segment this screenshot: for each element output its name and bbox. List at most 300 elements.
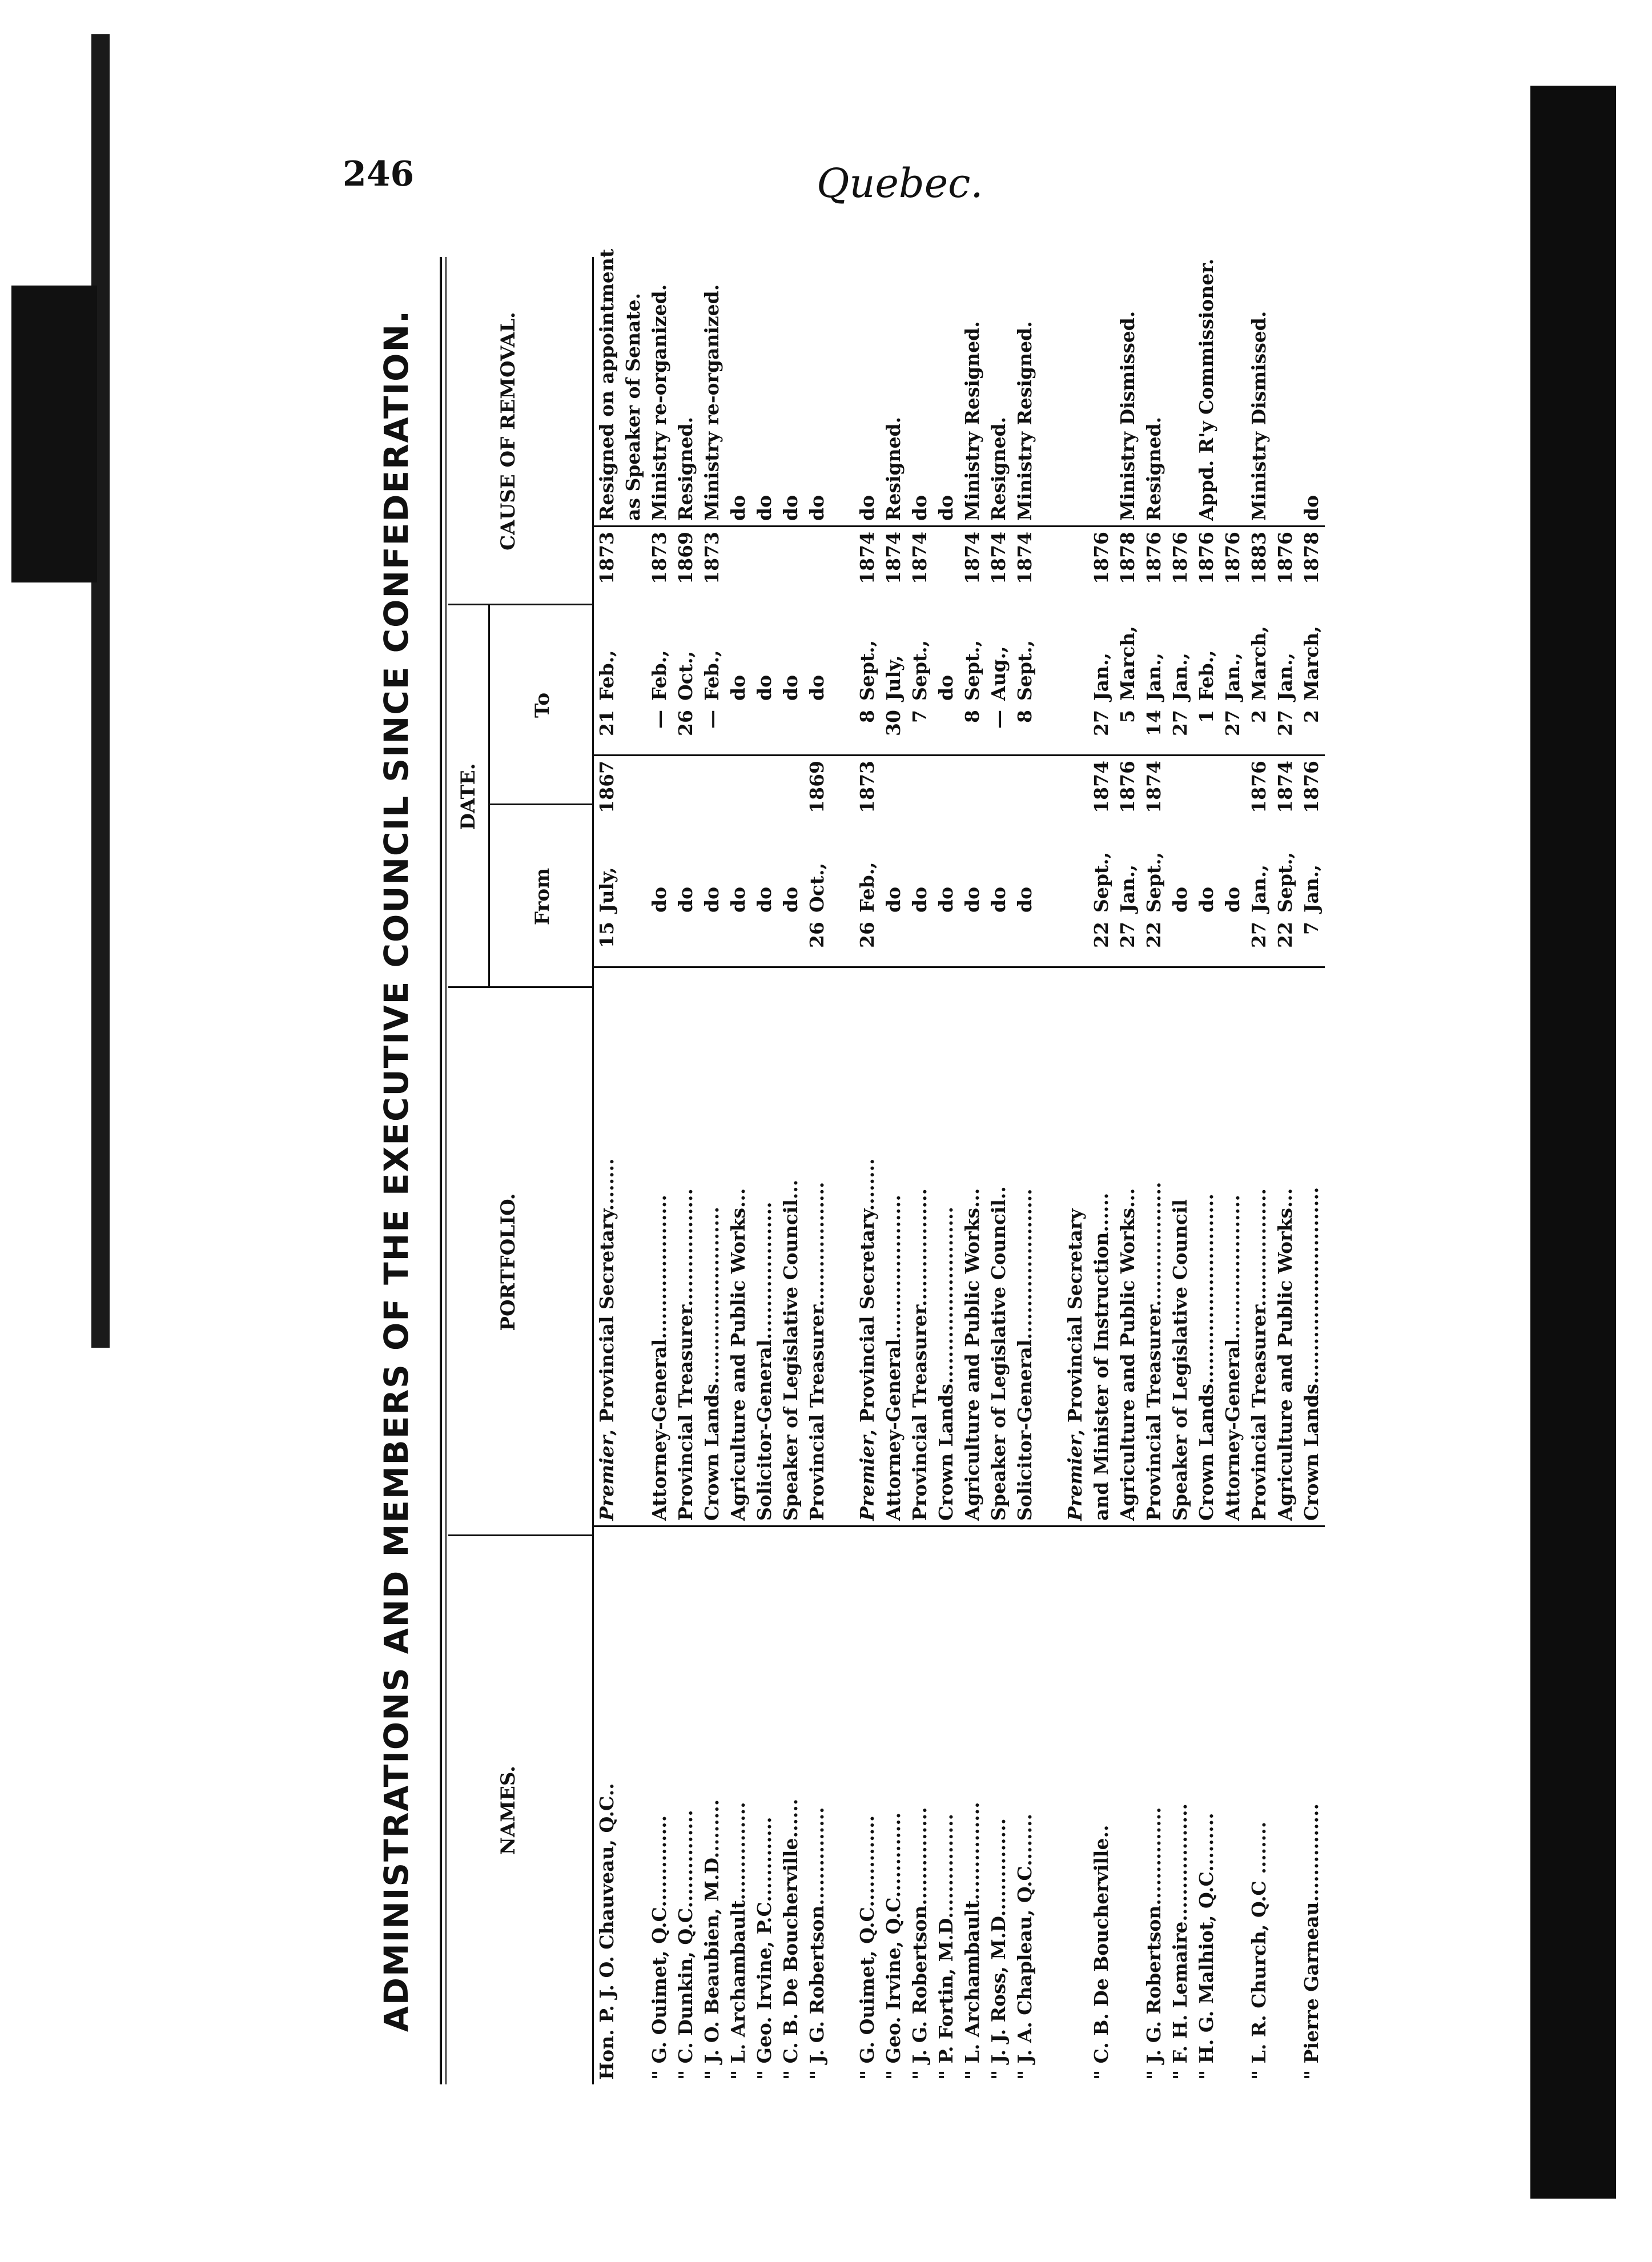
member-name (1272, 1526, 1299, 2085)
from-year: 1876 (1248, 761, 1270, 813)
to-year: 1876 (1141, 527, 1167, 600)
running-title: Quebec. (817, 160, 983, 207)
from-month: do (1169, 886, 1191, 913)
member-name: " J. O. Beaubien, M.D......... (701, 1799, 723, 2080)
cause-of-removal: do (806, 495, 828, 521)
cause-of-removal (1167, 168, 1193, 527)
portfolio-cell: Attorney-General...................... (1220, 967, 1246, 1526)
cause-of-removal (1220, 168, 1246, 527)
table-row (1088, 168, 1115, 2084)
to-year: 1874 (959, 527, 986, 600)
portfolio-cell: Provincial Treasurer................... (1141, 967, 1167, 1526)
cause-of-removal: do (779, 495, 802, 521)
portfolio-cell: Agriculture and Public Works... (1115, 967, 1141, 1526)
from-day (778, 917, 804, 967)
portfolio-cell: Premier, Provincial Secretary (1062, 967, 1088, 1526)
table-row (1220, 168, 1246, 2084)
from-year (907, 756, 933, 823)
member-name: " P. Fortin, M.D................ (935, 1813, 957, 2080)
portfolio-cell: Attorney-General...................... (646, 967, 673, 1526)
from-day (881, 917, 907, 967)
to-day: 27 (1088, 705, 1115, 756)
cause-of-removal: do (727, 495, 749, 521)
table-title: ADMINISTRATIONS AND MEMBERS OF THE EXECUTIVE COUNCIL SINCE CONFEDERATION. (377, 309, 416, 2032)
to-year: 1874 (1012, 527, 1038, 600)
from-month: do (935, 886, 957, 913)
from-year (699, 756, 725, 823)
table-row (986, 168, 1012, 2084)
cause-of-removal: Resigned. (1143, 416, 1165, 521)
to-month: March, (1248, 626, 1270, 701)
from-year (1220, 756, 1246, 823)
to-day: 27 (1167, 705, 1193, 756)
from-month: do (1014, 886, 1036, 913)
from-year (1167, 756, 1193, 823)
from-day (933, 917, 959, 967)
table-row (725, 168, 751, 2084)
portfolio-cell: Speaker of Legislative Council... (778, 967, 804, 1526)
to-year (804, 527, 830, 600)
cause-of-removal: Ministry Resigned. (961, 321, 983, 521)
from-year (959, 756, 986, 823)
to-year: 1873 (646, 527, 673, 600)
premier-label: Premier (596, 1435, 618, 1521)
to-day: — (646, 705, 673, 756)
table-row (959, 168, 986, 2084)
from-year (778, 756, 804, 823)
cause-of-removal: Resigned on appointment (596, 248, 618, 521)
to-month: do (779, 674, 802, 701)
to-month: do (727, 674, 749, 701)
from-day: 22 (1141, 917, 1167, 967)
from-day (1167, 917, 1193, 967)
to-year: 1874 (907, 527, 933, 600)
to-day (1062, 705, 1088, 756)
table-row (1246, 168, 1272, 2084)
from-month: do (674, 886, 697, 913)
to-year: 1874 (881, 527, 907, 600)
to-year: 1876 (1088, 527, 1115, 600)
portfolio-cell: Speaker of Legislative Council (1167, 967, 1193, 1526)
from-year (986, 756, 1012, 823)
member-name: " J. G. Robertson............... (806, 1807, 828, 2080)
member-name (830, 1526, 854, 2085)
member-name: " L. R. Church, Q.C ........ (1248, 1821, 1270, 2080)
to-year (830, 527, 854, 600)
table-row (1141, 168, 1167, 2084)
to-day: 27 (1220, 705, 1246, 756)
to-month: Sept., (961, 640, 983, 701)
table-row (881, 168, 907, 2084)
to-year: 1876 (1167, 527, 1193, 600)
to-day (751, 705, 778, 756)
from-day (751, 917, 778, 967)
to-day: 27 (1272, 705, 1299, 756)
to-day (933, 705, 959, 756)
to-month: Sept., (856, 640, 878, 701)
to-year: 1876 (1220, 527, 1246, 600)
header-cause: CAUSE OF REMOVAL. (497, 312, 520, 551)
cause-of-removal: Resigned. (987, 416, 1010, 521)
cause-of-removal (1062, 168, 1088, 527)
cause-of-removal (1272, 168, 1299, 527)
date-underline (488, 605, 490, 988)
to-year (751, 527, 778, 600)
to-year: 1873 (699, 527, 725, 600)
cause-of-removal: Ministry Dismissed. (1248, 311, 1270, 521)
to-day: 8 (1012, 705, 1038, 756)
from-month: do (987, 886, 1010, 913)
to-day: 8 (854, 705, 881, 756)
to-day (620, 705, 646, 756)
member-name: " L. Archambault............... (961, 1802, 983, 2080)
table-row (1299, 168, 1325, 2084)
to-month: Feb., (701, 650, 723, 701)
from-year: 1873 (856, 761, 878, 813)
from-day (673, 917, 699, 967)
from-day: 22 (1088, 917, 1115, 967)
portfolio-cell: Premier, Provincial Secretary........ (854, 967, 881, 1526)
to-month: do (935, 674, 957, 701)
to-day: 14 (1141, 705, 1167, 756)
cause-of-removal (1088, 168, 1115, 527)
from-year: 1874 (1274, 761, 1296, 813)
member-name: " Geo. Irvine, P.C............. (753, 1817, 775, 2080)
table-row (778, 168, 804, 2084)
to-month: Jan., (1090, 653, 1112, 701)
to-month: July, (882, 655, 905, 701)
member-name: " G. Ouimet, Q.C.............. (856, 1815, 878, 2080)
from-month: do (961, 886, 983, 913)
to-year: 1874 (854, 527, 881, 600)
from-month: do (648, 886, 670, 913)
table-row (907, 168, 933, 2084)
from-year (620, 756, 646, 823)
to-month: Sept., (909, 640, 931, 701)
to-day: — (699, 705, 725, 756)
member-name: " J. A. Chapleau, Q.C........ (1014, 1813, 1036, 2080)
to-day (778, 705, 804, 756)
portfolio-cell: Crown Lands.............................. (1299, 967, 1325, 1526)
to-month: Sept., (1014, 640, 1036, 701)
member-name: " C. Dunkin, Q.C............... (674, 1810, 697, 2080)
portfolio-cell: Agriculture and Public Works... (959, 967, 986, 1526)
portfolio-cell: Speaker of Legislative Council.. (986, 967, 1012, 1526)
to-day (1038, 705, 1062, 756)
to-day: 30 (881, 705, 907, 756)
member-name (1115, 1526, 1141, 2085)
cause-of-removal: do (753, 495, 775, 521)
from-year (830, 756, 854, 823)
to-day: 5 (1115, 705, 1141, 756)
to-day: 2 (1246, 705, 1272, 756)
portfolio-cell: Solicitor-General..................... (751, 967, 778, 1526)
member-name: " C. B. De Boucherville.. (1090, 1825, 1112, 2080)
from-day (959, 917, 986, 967)
member-name: " L. Archambault............... (727, 1802, 749, 2080)
from-month: do (909, 886, 931, 913)
cause-of-removal (1038, 168, 1062, 527)
from-month: do (753, 886, 775, 913)
member-name (620, 1526, 646, 2085)
from-day (1012, 917, 1038, 967)
portfolio-cell: and Minister of Instruction...... (1088, 967, 1115, 1526)
cause-of-removal (830, 168, 854, 527)
table-row (1062, 168, 1088, 2084)
table-row (594, 168, 620, 2084)
to-year (1062, 527, 1088, 600)
member-name: " G. Ouimet, Q.C.............. (648, 1815, 670, 2080)
from-year: 1876 (1116, 761, 1139, 813)
portfolio-cell: Provincial Treasurer.................. (673, 967, 699, 1526)
from-day (1220, 917, 1246, 967)
from-day (620, 917, 646, 967)
to-day: 8 (959, 705, 986, 756)
member-name (1220, 1526, 1246, 2085)
cause-of-removal: Ministry Resigned. (1014, 321, 1036, 521)
member-name: " J. J. Ross, M.D............... (987, 1818, 1010, 2080)
cause-of-removal: do (935, 495, 957, 521)
portfolio-cell: Attorney-General...................... (881, 967, 907, 1526)
table-row (1012, 168, 1038, 2084)
from-year: 1869 (806, 761, 828, 813)
portfolio-cell (830, 967, 854, 1526)
portfolio-cell: Crown Lands........................... (933, 967, 959, 1526)
to-day: 21 (594, 705, 620, 756)
from-month: Feb., (856, 862, 878, 913)
to-year: 1878 (1299, 527, 1325, 600)
to-year: 1876 (1272, 527, 1299, 600)
portfolio-cell: Solicitor-General....................... (1012, 967, 1038, 1526)
from-month: Jan., (1116, 865, 1139, 913)
to-month (620, 599, 646, 705)
table-row (751, 168, 778, 2084)
from-month (830, 822, 854, 917)
to-month (1062, 599, 1088, 705)
to-day: 26 (673, 705, 699, 756)
from-year: 1874 (1090, 761, 1112, 813)
header-divider-1 (448, 1534, 594, 1536)
from-day (907, 917, 933, 967)
member-name: " Geo. Irvine, Q.C............. (882, 1812, 905, 2080)
scan-edge-right (1530, 86, 1616, 2199)
from-day: 7 (1299, 917, 1325, 967)
from-year (646, 756, 673, 823)
council-table (594, 168, 1325, 2084)
member-name: " J. G. Robertson............... (909, 1807, 931, 2080)
from-year (1038, 756, 1062, 823)
from-day: 27 (1115, 917, 1141, 967)
member-name: " F. H. Lemaire.................. (1169, 1803, 1191, 2080)
from-month: do (727, 886, 749, 913)
header-date: DATE. (457, 763, 480, 830)
to-year: 1883 (1246, 527, 1272, 600)
from-year (881, 756, 907, 823)
cause-of-removal: do (909, 495, 931, 521)
cause-of-removal: Appd. R'y Commissioner. (1195, 258, 1217, 521)
table-row (620, 168, 646, 2084)
portfolio-cell: Agriculture and Public Works... (725, 967, 751, 1526)
from-year: 1874 (1143, 761, 1165, 813)
member-name: " J. G. Robertson............... (1143, 1807, 1165, 2080)
from-month (620, 822, 646, 917)
from-month: do (779, 886, 802, 913)
table-row (646, 168, 673, 2084)
scan-block-left (11, 286, 97, 582)
spacer-row (1038, 168, 1062, 2084)
header-divider-3 (448, 604, 594, 605)
from-year (673, 756, 699, 823)
portfolio-cell: Provincial Treasurer.................. (907, 967, 933, 1526)
from-year (1062, 756, 1088, 823)
table-row (1167, 168, 1193, 2084)
from-day (1062, 917, 1088, 967)
to-year: 1874 (986, 527, 1012, 600)
from-month: Jan., (1300, 865, 1323, 913)
from-month: Oct., (806, 862, 828, 913)
table-row (673, 168, 699, 2084)
cause-of-removal: Resigned. (882, 416, 905, 521)
from-month: Sept., (1090, 851, 1112, 913)
from-day (986, 917, 1012, 967)
from-month (1062, 822, 1088, 917)
from-month (1038, 822, 1062, 917)
to-month: do (753, 674, 775, 701)
to-month: March, (1116, 626, 1139, 701)
from-year (1012, 756, 1038, 823)
from-month: do (1221, 886, 1244, 913)
portfolio-cell: Agriculture and Public Works... (1272, 967, 1299, 1526)
header-portfolio: PORTFOLIO. (497, 1193, 520, 1331)
from-month: do (1195, 886, 1217, 913)
table-row (1115, 168, 1141, 2084)
to-year (725, 527, 751, 600)
portfolio-cell: Crown Lands............................. (1193, 967, 1220, 1526)
from-month: Jan., (1248, 865, 1270, 913)
from-month: do (882, 886, 905, 913)
to-month: Aug., (987, 646, 1010, 701)
to-day: 7 (907, 705, 933, 756)
from-month: Sept., (1143, 851, 1165, 913)
header-to: To (531, 692, 554, 718)
to-day (804, 705, 830, 756)
to-month: Jan., (1221, 653, 1244, 701)
table-row (699, 168, 725, 2084)
member-name (1062, 1526, 1088, 2085)
from-month: do (701, 886, 723, 913)
to-year: 1873 (594, 527, 620, 600)
member-name: " Pierre Garneau............... (1300, 1803, 1323, 2080)
from-month: July, (596, 867, 618, 913)
from-year (751, 756, 778, 823)
to-month: do (806, 674, 828, 701)
from-day: 26 (854, 917, 881, 967)
from-day (1038, 917, 1062, 967)
rotated-table-page (365, 248, 1450, 2084)
member-name: " H. G. Malhiot, Q.C......... (1195, 1813, 1217, 2080)
header-from: From (531, 867, 554, 926)
portfolio-cell: Premier, Provincial Secretary........ (594, 967, 620, 1526)
from-day (699, 917, 725, 967)
cause-of-removal: do (1300, 495, 1323, 521)
from-day: 15 (594, 917, 620, 967)
top-double-rule (440, 257, 447, 2084)
from-year (1193, 756, 1220, 823)
scan-edge-left (91, 34, 110, 1348)
table-row (1193, 168, 1220, 2084)
to-day: — (986, 705, 1012, 756)
to-month: Feb., (596, 650, 618, 701)
cause-of-removal: Ministry Dismissed. (1116, 311, 1139, 521)
to-month: Jan., (1274, 653, 1296, 701)
cause-of-removal: do (856, 495, 878, 521)
to-month: Jan., (1169, 653, 1191, 701)
premier-label: Premier (856, 1435, 878, 1521)
to-year (1038, 527, 1062, 600)
portfolio-cell: Provincial Treasurer................... (804, 967, 830, 1526)
table-row (854, 168, 881, 2084)
to-month: Feb., (1195, 650, 1217, 701)
from-day: 27 (1246, 917, 1272, 967)
from-year: 1876 (1300, 761, 1323, 813)
member-name: " C. B. De Boucherville...... (779, 1798, 802, 2080)
cause-of-removal: as Speaker of Senate. (622, 292, 644, 521)
cause-of-removal: Ministry re-organized. (648, 284, 670, 521)
to-month: Oct., (674, 650, 697, 701)
portfolio-cell: Provincial Treasurer.................. (1246, 967, 1272, 1526)
table-row (1272, 168, 1299, 2084)
to-year: 1869 (673, 527, 699, 600)
to-day: 2 (1299, 705, 1325, 756)
member-name (1038, 1526, 1062, 2085)
portfolio-cell: Crown Lands........................... (699, 967, 725, 1526)
to-year: 1878 (1115, 527, 1141, 600)
from-day: 22 (1272, 917, 1299, 967)
from-day (830, 917, 854, 967)
to-month: Feb., (648, 650, 670, 701)
table-row (804, 168, 830, 2084)
to-day (830, 705, 854, 756)
portfolio-cell (620, 967, 646, 1526)
table-row (933, 168, 959, 2084)
to-year (933, 527, 959, 600)
to-year: 1876 (1193, 527, 1220, 600)
from-year: 1867 (596, 761, 618, 813)
to-year (620, 527, 646, 600)
to-month (830, 599, 854, 705)
to-month: Jan., (1143, 653, 1165, 701)
spacer-row (830, 168, 854, 2084)
from-year (933, 756, 959, 823)
from-day (646, 917, 673, 967)
cause-of-removal: Ministry re-organized. (701, 284, 723, 521)
from-year (725, 756, 751, 823)
to-month (1038, 599, 1062, 705)
member-name: Hon. P. J. O. Chauveau, Q.C.. (596, 1783, 618, 2080)
from-day: 26 (804, 917, 830, 967)
premier-label: Premier (1064, 1435, 1086, 1521)
to-day: 1 (1193, 705, 1220, 756)
header-names: NAMES. (497, 1765, 520, 1855)
portfolio-cell (1038, 967, 1062, 1526)
to-day (725, 705, 751, 756)
from-day (1193, 917, 1220, 967)
cause-of-removal: Resigned. (674, 416, 697, 521)
from-day (725, 917, 751, 967)
from-month: Sept., (1274, 851, 1296, 913)
page-number: 246 (343, 154, 415, 194)
to-month: March, (1300, 626, 1323, 701)
